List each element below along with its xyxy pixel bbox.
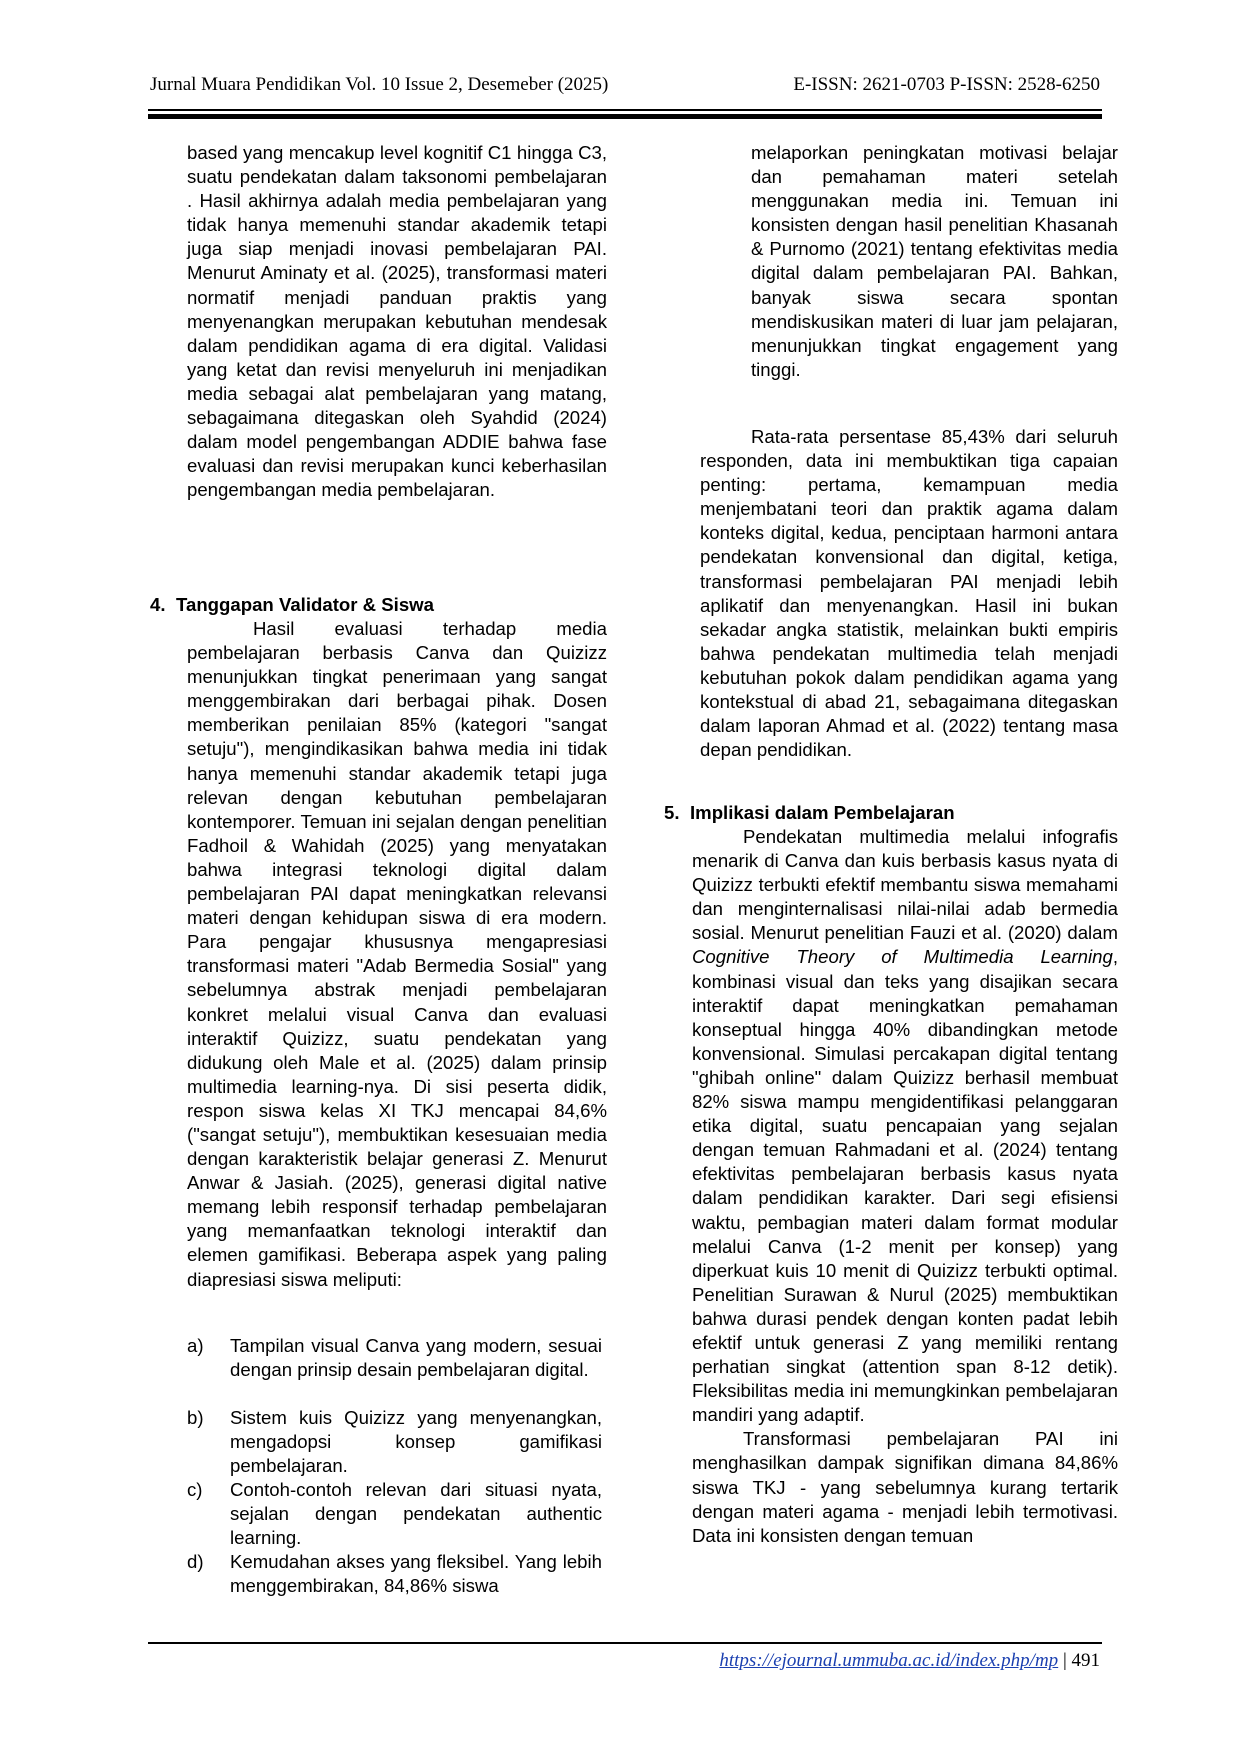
footer-separator: | <box>1058 1650 1072 1671</box>
right-paragraph-1: melaporkan peningkatan motivasi belajar dan pemahaman materi setelah menggunakan media ini. Temuan ini konsisten dengan hasil penelitian Khasanah & Purnomo (2021) tentang efektivitas media digital dalam pembelajaran PAI. Bahkan, banyak siswa secara spontan mendiskusikan materi di luar jam pelajaran, menunjukkan tingkat engagement yang tinggi. <box>751 142 1118 380</box>
left-paragraph-1: based yang mencakup level kognitif C1 hingga C3, suatu pendekatan dalam taksonomi pembelajaran . Hasil akhirnya adalah media pembelajaran yang tidak hanya memenuhi standar akademik tetapi juga siap menjadi inovasi pembelajaran PAI. Menurut Aminaty et al. (2025), transformasi materi normatif menjadi panduan praktis yang menyenangkan merupakan kebutuhan mendesak dalam pendidikan agama di era digital. Validasi yang ketat dan revisi menyeluruh ini menjadikan media sebagai alat pembelajaran yang matang, sebagaimana ditegaskan oleh Syahdid (2024) dalam model pengembangan ADDIE bahwa fase evaluasi dan revisi merupakan kunci keberhasilan pengembangan media pembelajaran. <box>187 142 607 501</box>
list-item-label: b) <box>187 1407 204 1428</box>
header-rule-thin <box>148 109 1102 111</box>
journal-title: Jurnal Muara Pendidikan Vol. 10 Issue 2, Desemeber (2025) <box>150 74 609 95</box>
list-item-text: Sistem kuis Quizizz yang menyenangkan, mengadopsi konsep gamifikasi pembelajaran. <box>230 1407 602 1477</box>
right-column-top <box>751 141 1118 382</box>
section-4-number: 4. <box>150 594 166 615</box>
page-footer <box>719 1650 1100 1672</box>
paragraph-3-text-a: Pendekatan multimedia melalui infografis menarik di Canva dan kuis berbasis kasus nyata di Quizizz terbukti efektif membantu siswa memahami dan menginternalisasi nilai-nilai adab bermedia sosial. Menurut penelitian Fauzi et al. (2020) dalam <box>692 826 1118 944</box>
right-column-mid <box>700 425 1118 762</box>
right-paragraph-3 <box>692 825 1118 1427</box>
right-paragraph-4: Transformasi pembelajaran PAI ini menghasilkan dampak signifikan dimana 84,86% siswa TKJ - yang sebelumnya kurang tertarik dengan materi agama - menjadi lebih termotivasi. Data ini konsisten dengan temuan <box>692 1428 1118 1546</box>
section-5-number: 5. <box>664 802 680 823</box>
running-header <box>150 74 1100 104</box>
paragraph-3-text-b: , kombinasi visual dan teks yang disajikan secara interaktif dapat meningkatkan pemahaman konseptual hingga 40% dibandingkan metode konvensional. Simulasi percakapan digital tentang "ghibah online" dalam Quizizz berhasil membuat 82% siswa mampu mengidentifikasi pelanggaran etika digital, suatu pencapaian yang sejalan dengan temuan Rahmadani et al. (2024) tentang efektivitas pembelajaran berbasis kasus nyata dalam pendidikan karakter. Dari segi efisiensi waktu, pembagian materi dalam format modular melalui Canva (1-2 menit per konsep) yang diperkuat kuis 10 menit di Quizizz terbukti optimal. Penelitian Surawan & Nurul (2025) membuktikan bahwa durasi pendek dengan konten padat lebih efektif untuk generasi Z yang memiliki rentang perhatian singkat (attention span 8-12 detik). Fleksibilitas media ini memungkinkan pembelajaran mandiri yang adaptif. <box>692 946 1118 1426</box>
journal-url-link[interactable]: https://ejournal.ummuba.ac.id/index.php/mp <box>719 1650 1059 1671</box>
footer-rule <box>148 1642 1102 1644</box>
list-item-text: Contoh-contoh relevan dari situasi nyata, sejalan dengan pendekatan authentic learning. <box>230 1479 602 1549</box>
left-paragraph-2: Hasil evaluasi terhadap media pembelajaran berbasis Canva dan Quizizz menunjukkan tingkat penerimaan yang sangat menggembirakan dari berbagai pihak. Dosen memberikan penilaian 85% (kategori "sangat setuju"), mengindikasikan bahwa media ini tidak hanya memenuhi standar akademik tetapi juga relevan dengan kebutuhan pembelajaran kontemporer. Temuan ini sejalan dengan penelitian Fadhoil & Wahidah (2025) yang menyatakan bahwa integrasi teknologi digital dalam pembelajaran PAI dapat meningkatkan relevansi materi dengan kehidupan siswa di era modern. Para pengajar khususnya mengapresiasi transformasi materi "Adab Bermedia Sosial" yang sebelumnya abstrak menjadi pembelajaran konkret melalui visual Canva dan evaluasi interaktif Quizizz, suatu pendekatan yang didukung oleh Male et al. (2025) dalam prinsip multimedia learning-nya. Di sisi peserta didik, respon siswa kelas XI TKJ mencapai 84,6% ("sangat setuju"), membuktikan kesesuaian media dengan karakteristik belajar generasi Z. Menurut Anwar & Jasiah. (2025), generasi digital native memang lebih responsif terhadap pembelajaran yang memanfaatkan teknologi interaktif dan elemen gamifikasi. Beberapa aspek yang paling diapresiasi siswa meliputi: <box>187 618 607 1290</box>
section-5-title: Implikasi dalam Pembelajaran <box>690 802 955 823</box>
right-paragraph-2: Rata-rata persentase 85,43% dari seluruh responden, data ini membuktikan tiga capaian penting: pertama, kemampuan media menjembatani teori dan praktik agama dalam konteks digital, kedua, penciptaan harmoni antara pendekatan konvensional dan digital, ketiga, transformasi pembelajaran PAI menjadi lebih aplikatif dan menyenangkan. Hasil ini bukan sekadar angka statistik, melainkan bukti empiris bahwa pendekatan multimedia telah menjadi kebutuhan pokok dalam pendidikan agama yang kontekstual di abad 21, sebagaimana ditegaskan dalam laporan Ahmad et al. (2022) tentang masa depan pendidikan. <box>700 426 1118 761</box>
left-column-body <box>187 617 607 1292</box>
list-item-label: a) <box>187 1335 204 1356</box>
section-4-title: Tanggapan Validator & Siswa <box>176 594 434 615</box>
issn-info: E-ISSN: 2621-0703 P-ISSN: 2528-6250 <box>793 74 1100 95</box>
list-item-label: c) <box>187 1479 203 1500</box>
left-column-top <box>187 141 607 502</box>
appreciation-list <box>187 1334 607 1597</box>
page-number: 491 <box>1071 1650 1100 1671</box>
theory-title-italic: Cognitive Theory of Multimedia Learning <box>692 946 1113 968</box>
list-item-label: d) <box>187 1551 204 1572</box>
list-item-text: Tampilan visual Canva yang modern, sesuai dengan prinsip desain pembelajaran digital. <box>230 1335 602 1381</box>
section-4-heading <box>150 593 434 617</box>
section-5-heading <box>664 801 955 825</box>
header-rule-thick <box>148 114 1102 119</box>
right-column-body <box>692 825 1118 1548</box>
list-item-text: Kemudahan akses yang fleksibel. Yang lebih menggembirakan, 84,86% siswa <box>230 1551 602 1597</box>
